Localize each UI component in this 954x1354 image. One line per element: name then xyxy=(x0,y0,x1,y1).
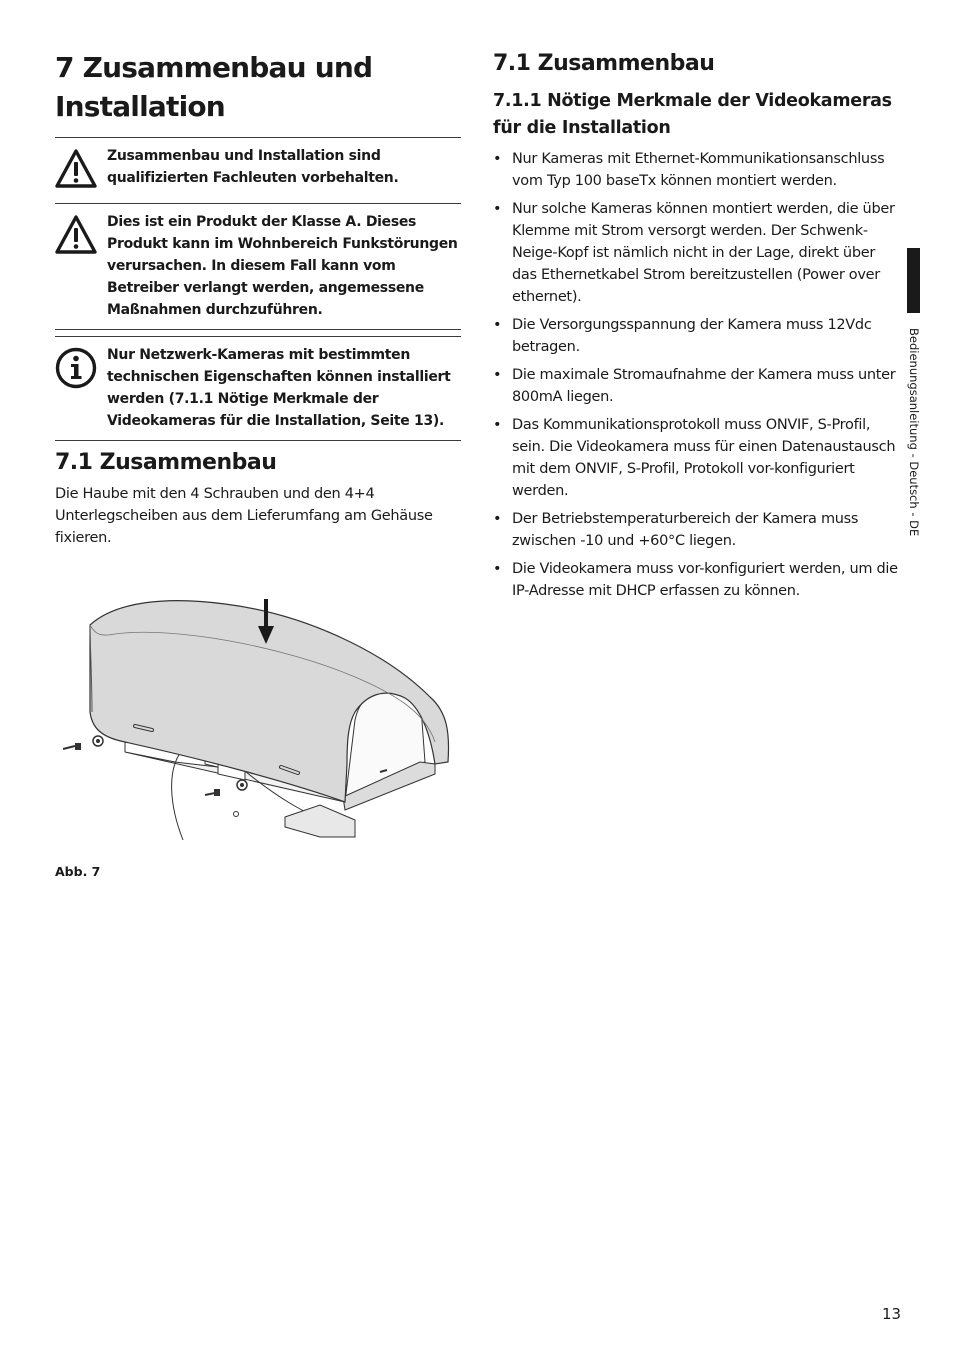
notice-qualified-staff xyxy=(55,137,461,197)
side-label: Bedienungsanleitung - Deutsch - DE xyxy=(907,328,921,537)
chapter-tab-marker xyxy=(907,248,920,313)
list-item: • Nur Kameras mit Ethernet-Kommunikationsanschluss vom Typ 100 baseTx können montiert werden. xyxy=(493,151,885,189)
notice-text: Nur Netzwerk-Kameras mit bestimmten technischen Eigenschaften können installiert werden (7.1.1 Nötige Merkmale der Videokameras für die Installation, Seite 13). xyxy=(107,347,451,429)
screw-icon xyxy=(63,743,81,750)
page-title: 7 Zusammenbau und Installation xyxy=(55,51,373,123)
info-circle-icon xyxy=(55,347,97,389)
section-paragraph: Die Haube mit den 4 Schrauben und den 4+4 Unterlegscheiben aus dem Lieferumfang am Gehäuse fixieren. xyxy=(55,486,433,546)
notice-network-cameras xyxy=(55,336,461,441)
subsection-heading: 7.1.1 Nötige Merkmale der Videokameras für die Installation xyxy=(493,91,892,138)
notice-text: Dies ist ein Produkt der Klasse A. Dieses Produkt kann im Wohnbereich Funkstörungen verursachen. In diesem Fall kann vom Betreiber verlangt werden, angemessene Maßnahmen durchzuführen. xyxy=(107,214,458,318)
requirements-list xyxy=(493,148,898,602)
list-item: • Die maximale Stromaufnahme der Kamera muss unter 800mA liegen. xyxy=(493,367,896,405)
left-column xyxy=(55,48,461,549)
list-item: • Die Versorgungsspannung der Kamera muss 12Vdc betragen. xyxy=(493,317,872,355)
right-column xyxy=(493,50,898,608)
warning-triangle-icon xyxy=(55,148,97,190)
section-heading: 7.1 Zusammenbau xyxy=(493,51,715,76)
figure-caption: Abb. 7 xyxy=(55,864,101,879)
warning-triangle-icon xyxy=(55,214,97,256)
page-number: 13 xyxy=(882,1305,902,1323)
list-item: • Nur solche Kameras können montiert werden, die über Klemme mit Strom versorgt werden. Der Schwenk-Neige-Kopf ist nämlich nicht in der Lage, direkt über das Ethernetkabel Strom bereitzustellen (Power over ethernet). xyxy=(493,201,895,305)
section-heading: 7.1 Zusammenbau xyxy=(55,450,277,475)
notice-text: Zusammenbau und Installation sind qualifizierten Fachleuten vorbehalten. xyxy=(107,148,399,186)
housing-assembly-illustration xyxy=(55,592,461,842)
list-item: • Der Betriebstemperaturbereich der Kamera muss zwischen -10 und +60°C liegen. xyxy=(493,511,859,549)
notice-class-a xyxy=(55,203,461,330)
list-item: • Das Kommunikationsprotokoll muss ONVIF, S-Profil, sein. Die Videokamera muss für einen Datenaustausch mit dem ONVIF, S-Profil, Protokoll vor-konfiguriert werden. xyxy=(493,417,896,499)
screw-icon xyxy=(205,789,220,796)
list-item: • Die Videokamera muss vor-konfiguriert werden, um die IP-Adresse mit DHCP erfassen zu können. xyxy=(493,561,898,599)
